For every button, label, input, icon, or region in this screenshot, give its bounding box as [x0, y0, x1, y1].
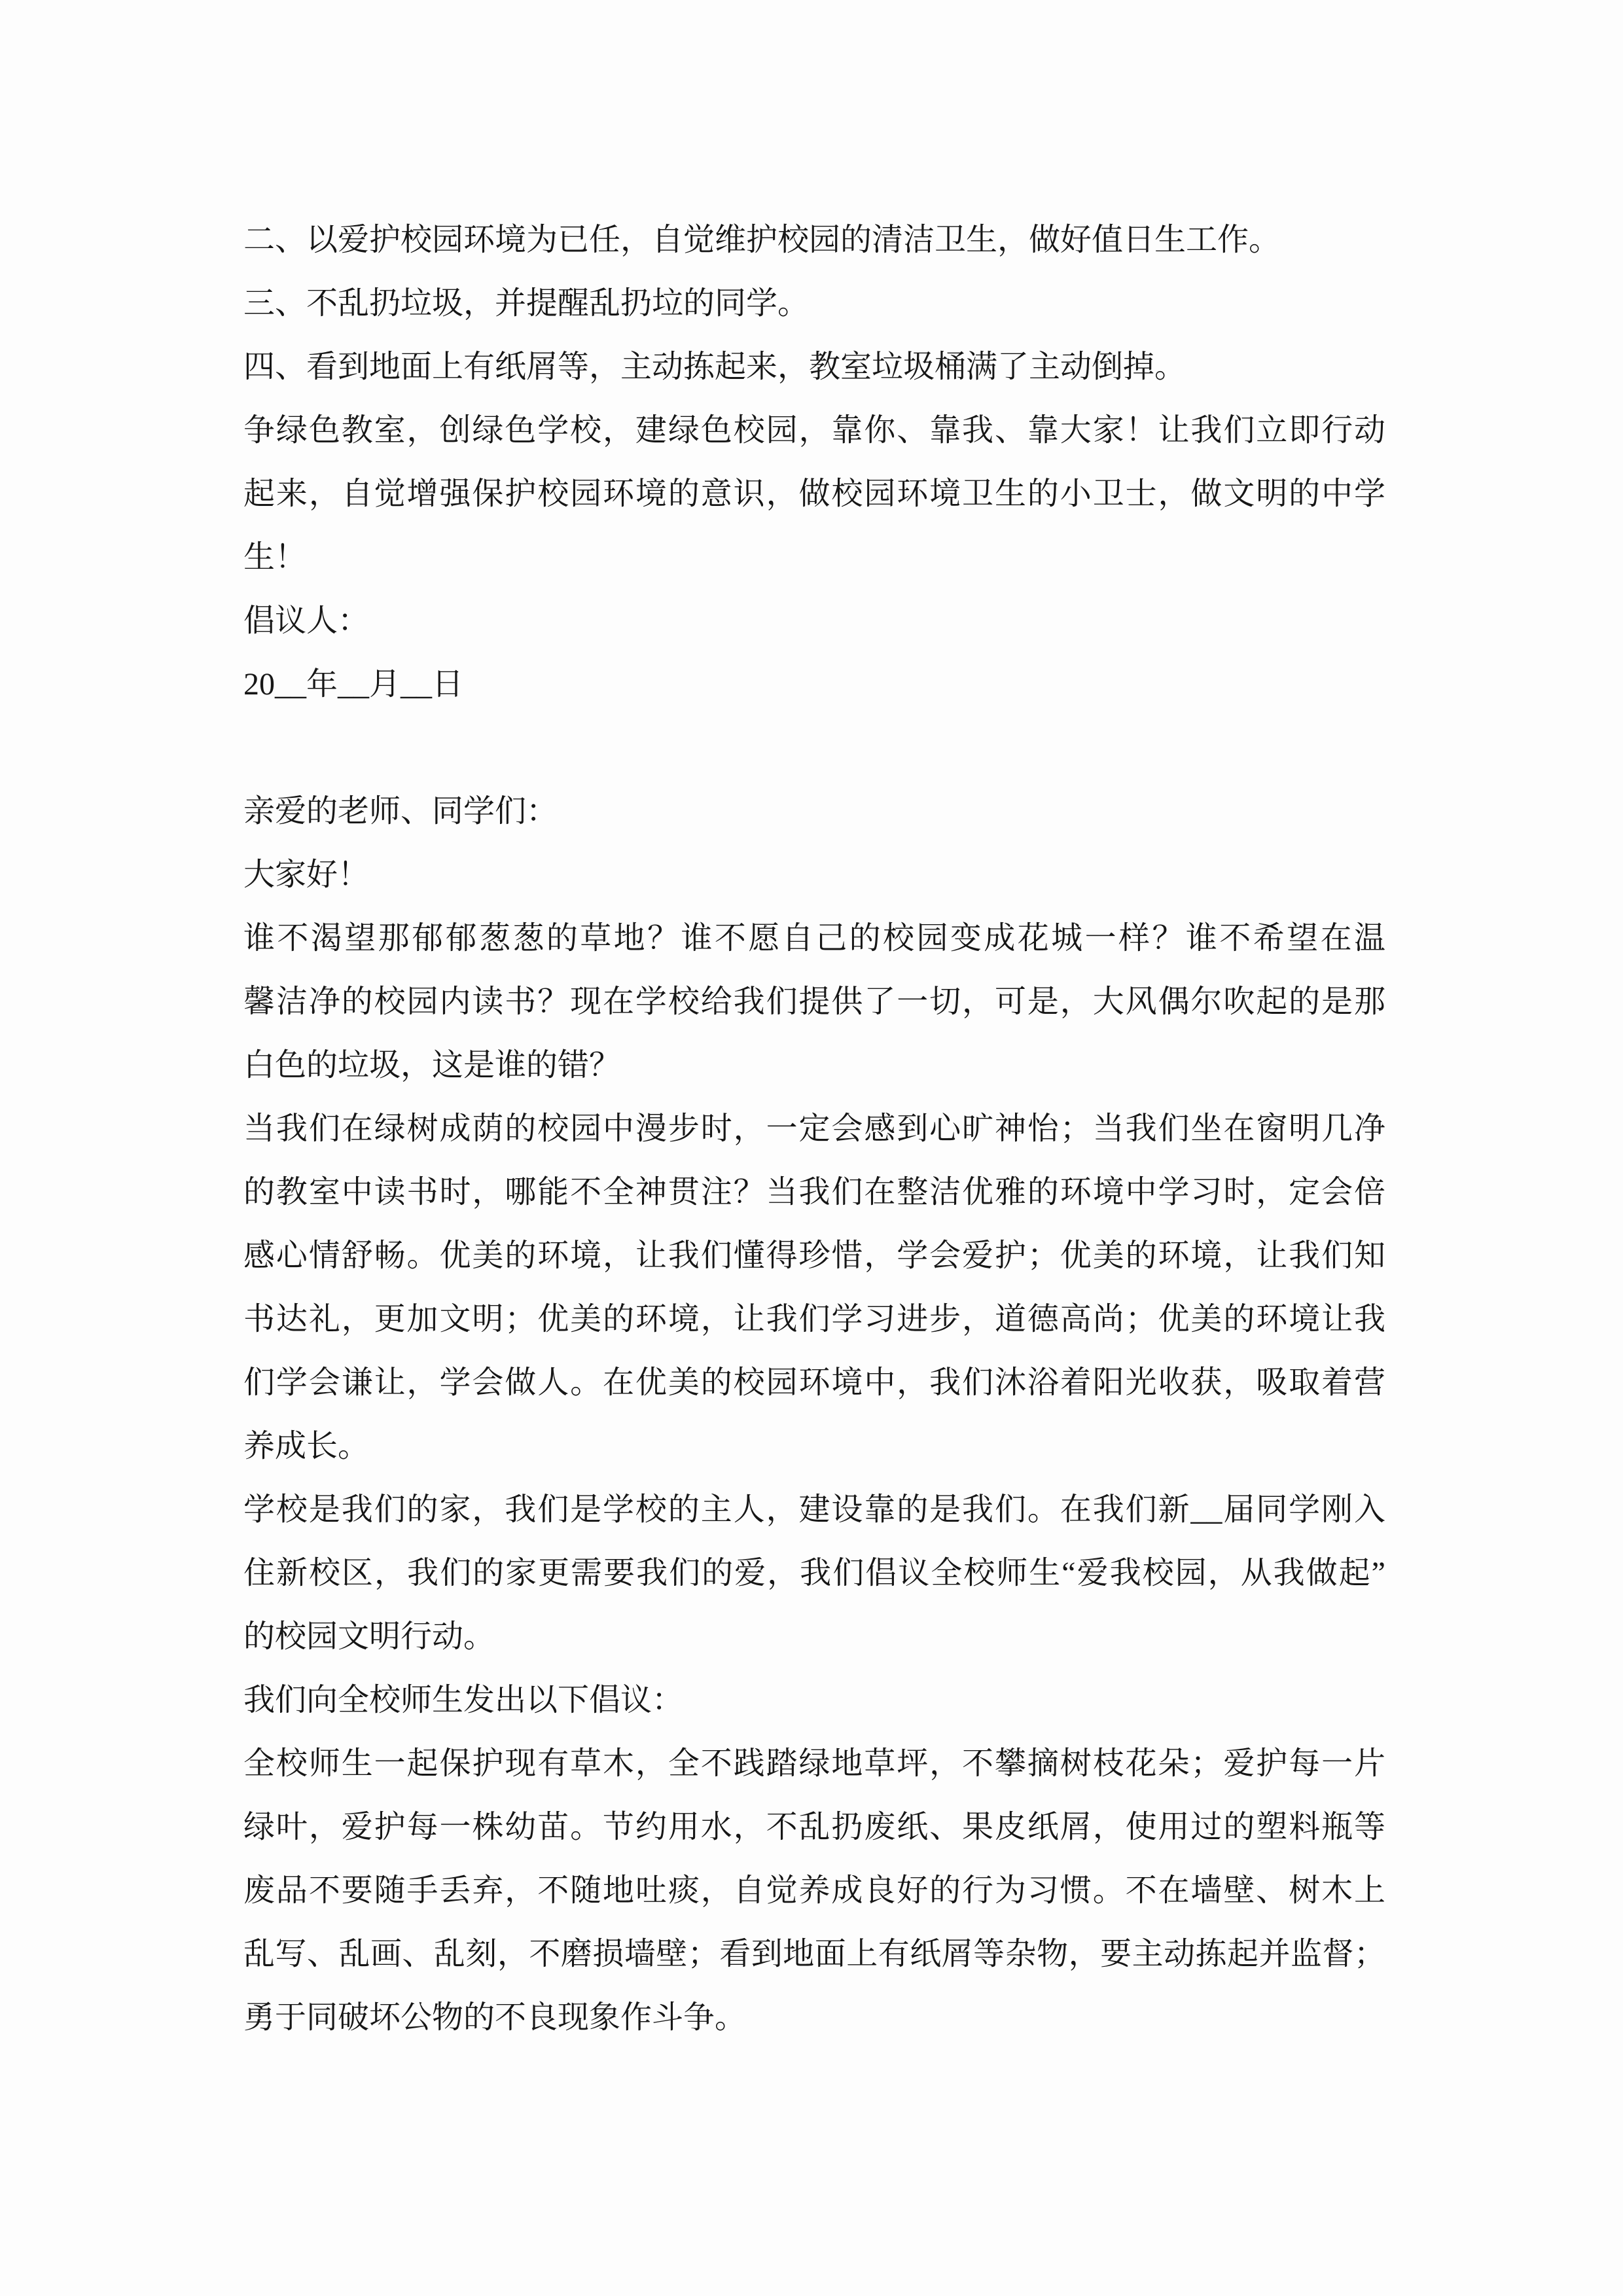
- text-line: 当我们在绿树成荫的校园中漫步时，一定会感到心旷神怡；当我们坐在窗明几净: [243, 1111, 1385, 1146]
- text-line: 养成长。: [243, 1429, 370, 1463]
- text-line: 绿叶，爱护每一株幼苗。节约用水，不乱扔废纸、果皮纸屑，使用过的塑料瓶等: [243, 1810, 1385, 1844]
- text-line: 乱写、乱画、乱刻，不磨损墙壁；看到地面上有纸屑等杂物，要主动拣起并监督；: [243, 1937, 1385, 1971]
- blank-line: [243, 716, 1385, 780]
- text-line: 二、以爱护校园环境为已任，自觉维护校园的清洁卫生，做好值日生工作。: [243, 223, 1281, 257]
- text-line: 的教室中读书时，哪能不全神贯注？当我们在整洁优雅的环境中学习时，定会倍: [243, 1175, 1385, 1210]
- text-line: 住新校区，我们的家更需要我们的爱，我们倡议全校师生“爱我校园，从我做起”: [243, 1556, 1385, 1590]
- text-line: 勇于同破坏公物的不良现象作斗争。: [243, 2000, 747, 2035]
- text-line: 亲爱的老师、同学们：: [243, 794, 558, 829]
- text-line: 三、不乱扔垃圾，并提醒乱扔垃的同学。: [243, 286, 810, 321]
- text-line: 大家好！: [243, 857, 370, 892]
- text-line: 生！: [243, 540, 307, 575]
- text-line: 倡议人：: [243, 603, 370, 638]
- text-line: 四、看到地面上有纸屑等，主动拣起来，教室垃圾桶满了主动倒掉。: [243, 350, 1186, 384]
- text-line: 馨洁净的校园内读书？现在学校给我们提供了一切，可是，大风偶尔吹起的是那: [243, 984, 1385, 1019]
- text-line: 感心情舒畅。优美的环境，让我们懂得珍惜，学会爱护；优美的环境，让我们知: [243, 1238, 1385, 1273]
- text-line: 我们向全校师生发出以下倡议：: [243, 1683, 684, 1717]
- text-line: 学校是我们的家，我们是学校的主人，建设靠的是我们。在我们新__届同学刚入: [243, 1492, 1385, 1527]
- text-line: 废品不要随手丢弃，不随地吐痰，自觉养成良好的行为习惯。不在墙壁、树木上: [243, 1873, 1385, 1908]
- text-block: [243, 208, 1385, 2049]
- text-line: 20__年__月__日: [243, 667, 464, 702]
- text-line: 谁不渴望那郁郁葱葱的草地？谁不愿自己的校园变成花城一样？谁不希望在温: [243, 921, 1385, 956]
- text-line: 书达礼，更加文明；优美的环境，让我们学习进步，道德高尚；优美的环境让我: [243, 1302, 1385, 1336]
- text-line: 白色的垃圾，这是谁的错？: [243, 1048, 621, 1083]
- text-line: 全校师生一起保护现有草木，全不践踏绿地草坪，不攀摘树枝花朵；爱护每一片: [243, 1746, 1385, 1781]
- text-line: 们学会谦让，学会做人。在优美的校园环境中，我们沐浴着阳光收获，吸取着营: [243, 1365, 1385, 1400]
- text-line: 争绿色教室，创绿色学校，建绿色校园，靠你、靠我、靠大家！让我们立即行动: [243, 413, 1385, 448]
- text-line: 起来，自觉增强保护校园环境的意识，做校园环境卫生的小卫士，做文明的中学: [243, 476, 1385, 511]
- text-line: 的校园文明行动。: [243, 1619, 495, 1654]
